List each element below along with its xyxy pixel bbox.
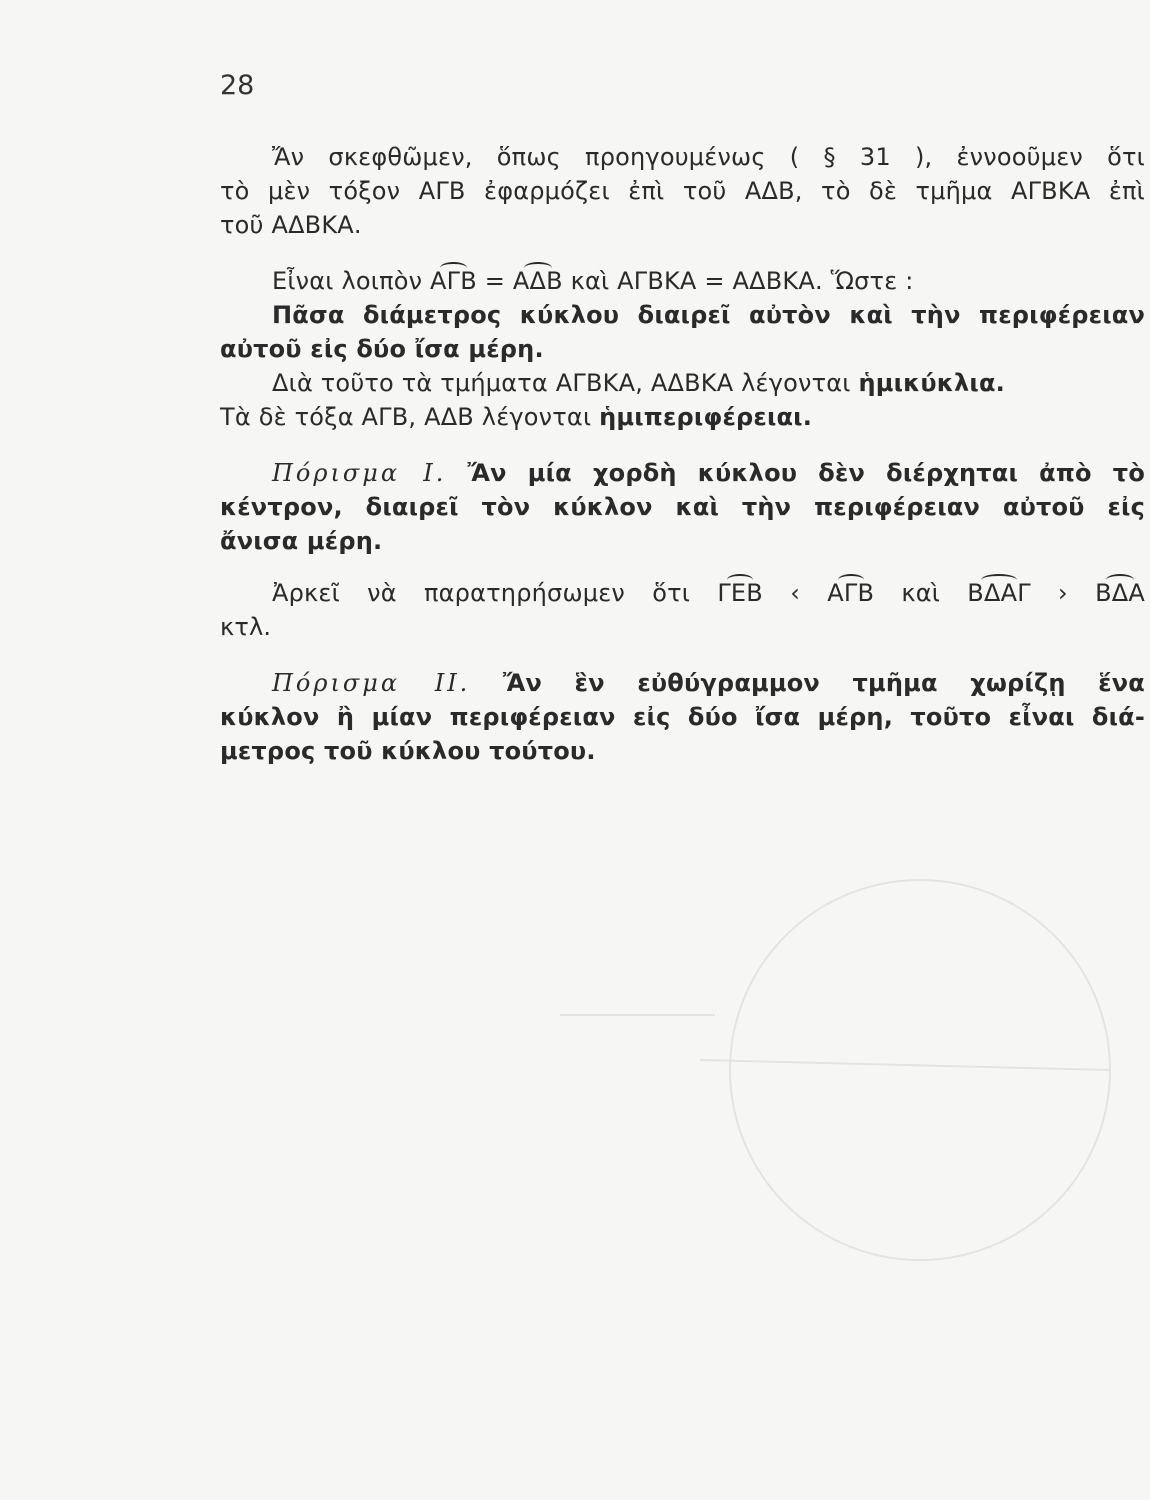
text-line [220,366,1145,400]
corollary-two [220,666,1145,768]
text-line [220,264,1145,298]
arc-symbol: ΒΔΑΓ [967,576,1030,610]
text-span: Τὰ δὲ τόξα ΑΓΒ, ΑΔΒ λέγονται [220,403,600,431]
corollary-label: Πόρισμα ΙΙ. [272,669,471,697]
text-span: Ἀρκεῖ νὰ παρατηρήσωμεν ὅτι [272,579,718,607]
text-line: κτλ. [220,613,272,641]
arc-symbol: ΑΔΒ [513,264,563,298]
text-span: = [476,267,513,295]
text-span: καὶ ΑΓΒΚΑ = ΑΔΒΚΑ. Ὥστε : [562,267,914,295]
corollary-label: Πόρισμα Ι. [272,459,447,487]
text-line [220,576,1145,610]
text-span: Ἄν μία χορδὴ κύκλου δὲν διέρχηται ἀπὸ τὸ [446,459,1146,487]
corollary-line: ἄνισα μέρη. [220,527,383,555]
text-span: Ἄν ἓν εὐθύγραμμον τμῆμα χωρίζῃ ἕνα [470,669,1146,697]
defined-term: ἡμικύκλια. [858,369,1005,397]
text-line [220,400,1145,434]
defined-term: ἡμιπεριφέρειαι. [599,403,813,431]
page-body [220,140,1145,768]
text-span: ‹ [762,579,828,607]
text-line: τοῦ ΑΔΒΚΑ. [220,211,362,239]
theorem-line: αὐτοῦ εἰς δύο ἴσα μέρη. [220,335,544,363]
corollary-line: μετρος τοῦ κύκλου τούτου. [220,737,596,765]
arc-symbol: ΑΓΒ [827,576,874,610]
text-line: Ἄν σκεφθῶμεν, ὅπως προηγουμένως ( § 31 ), ἐννοοῦμεν ὅτι [272,143,1145,171]
paragraph-comparison [220,576,1145,644]
text-span: › [1030,579,1096,607]
corollary-one [220,456,1145,558]
theorem-line: Πᾶσα διάμετρος κύκλου διαιρεῖ αὐτὸν καὶ τὴν περιφέρειαν [272,301,1145,329]
corollary-line [220,456,1145,490]
page-number: 28 [220,70,255,101]
corollary-line: κέντρον, διαιρεῖ τὸν κύκλον καὶ τὴν περιφέρειαν αὐτοῦ εἰς [220,493,1145,521]
arc-symbol: ΑΓΒ [430,264,477,298]
text-span: Διὰ τοῦτο τὰ τμήματα ΑΓΒΚΑ, ΑΔΒΚΑ λέγονται [272,369,859,397]
bleed-through-figure [220,740,1130,1340]
corollary-line [220,666,1145,700]
text-span: καὶ [874,579,968,607]
paragraph-equality [220,264,1145,434]
arc-symbol: ΓΕΒ [717,576,763,610]
corollary-line: κύκλον ἢ μίαν περιφέρειαν εἰς δύο ἴσα μέρη, τοῦτο εἶναι διά- [220,703,1145,731]
paragraph-intro [220,140,1145,242]
text-line: τὸ μὲν τόξον ΑΓΒ ἐφαρμόζει ἐπὶ τοῦ ΑΔΒ, τὸ δὲ τμῆμα ΑΓΒΚΑ ἐπὶ [220,177,1145,205]
text-span: Εἶναι λοιπὸν [272,267,431,295]
arc-symbol: ΒΔΑ [1095,576,1145,610]
